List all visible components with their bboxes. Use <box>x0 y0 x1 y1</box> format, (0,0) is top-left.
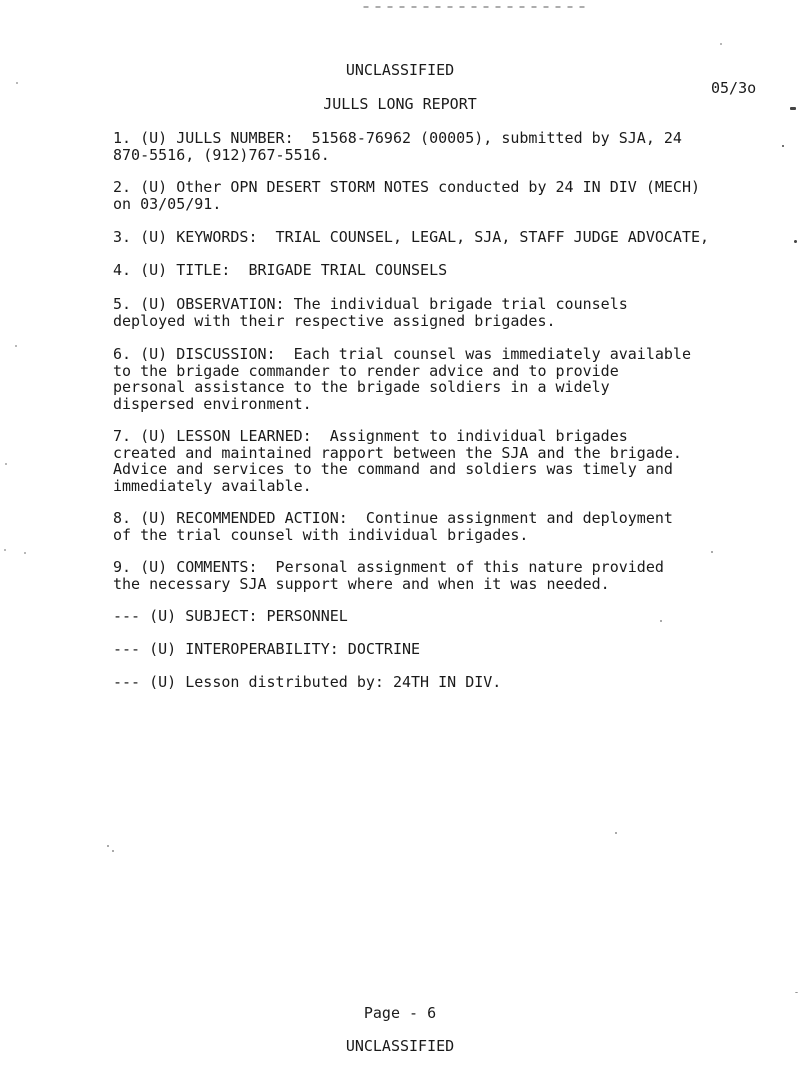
scan-speck <box>4 549 6 551</box>
item-observation: 5. (U) OBSERVATION: The individual brigade trial counsels deployed with their respective assigned brigades. <box>113 295 628 330</box>
report-title: JULLS LONG REPORT <box>323 95 477 113</box>
scan-speck <box>15 345 17 347</box>
scan-speck <box>795 992 798 993</box>
item-distribution: --- (U) Lesson distributed by: 24TH IN DIV. <box>113 673 502 691</box>
item-subject: --- (U) SUBJECT: PERSONNEL <box>113 607 348 625</box>
scan-speck <box>5 463 7 465</box>
scan-speck <box>782 145 784 147</box>
item-keywords: 3. (U) KEYWORDS: TRIAL COUNSEL, LEGAL, SJA, STAFF JUDGE ADVOCATE, <box>113 228 710 246</box>
scan-speck <box>112 850 114 852</box>
classification-footer: UNCLASSIFIED <box>345 1037 455 1055</box>
item-title: 4. (U) TITLE: BRIGADE TRIAL COUNSELS <box>113 261 448 279</box>
item-lesson-learned: 7. (U) LESSON LEARNED: Assignment to individual brigades created and maintained rapport between the SJA and the brigade. Advice and services to the command and soldiers was timely and immediately available. <box>113 427 682 495</box>
scan-speck <box>24 552 26 554</box>
item-comments: 9. (U) COMMENTS: Personal assignment of this nature provided the necessary SJA support where and when it was needed. <box>113 558 664 593</box>
scan-speck <box>720 43 722 45</box>
scan-speck <box>790 107 796 110</box>
date-fragment: 05/3ο <box>711 79 757 97</box>
scan-speck <box>615 832 617 834</box>
scan-speck <box>711 551 713 553</box>
item-other-notes: 2. (U) Other OPN DESERT STORM NOTES conducted by 24 IN DIV (MECH) on 03/05/91. <box>113 178 700 213</box>
scan-speck <box>660 620 662 622</box>
page-number: Page - 6 <box>363 1004 437 1022</box>
item-discussion: 6. (U) DISCUSSION: Each trial counsel was immediately available to the brigade commander to render advice and to provide personal assistance to the brigade soldiers in a widely dispersed environment. <box>113 345 691 413</box>
classification-header: UNCLASSIFIED <box>345 61 455 79</box>
scan-speck <box>107 845 109 847</box>
item-interoperability: --- (U) INTEROPERABILITY: DOCTRINE <box>113 640 421 658</box>
scan-speck <box>794 240 797 243</box>
item-julls-number: 1. (U) JULLS NUMBER: 51568-76962 (00005), submitted by SJA, 24 870-5516, (912)767-5516. <box>113 129 682 164</box>
item-recommended-action: 8. (U) RECOMMENDED ACTION: Continue assignment and deployment of the trial counsel with individual brigades. <box>113 509 673 544</box>
scan-speck <box>16 82 18 84</box>
scan-artifact-top <box>360 6 590 8</box>
